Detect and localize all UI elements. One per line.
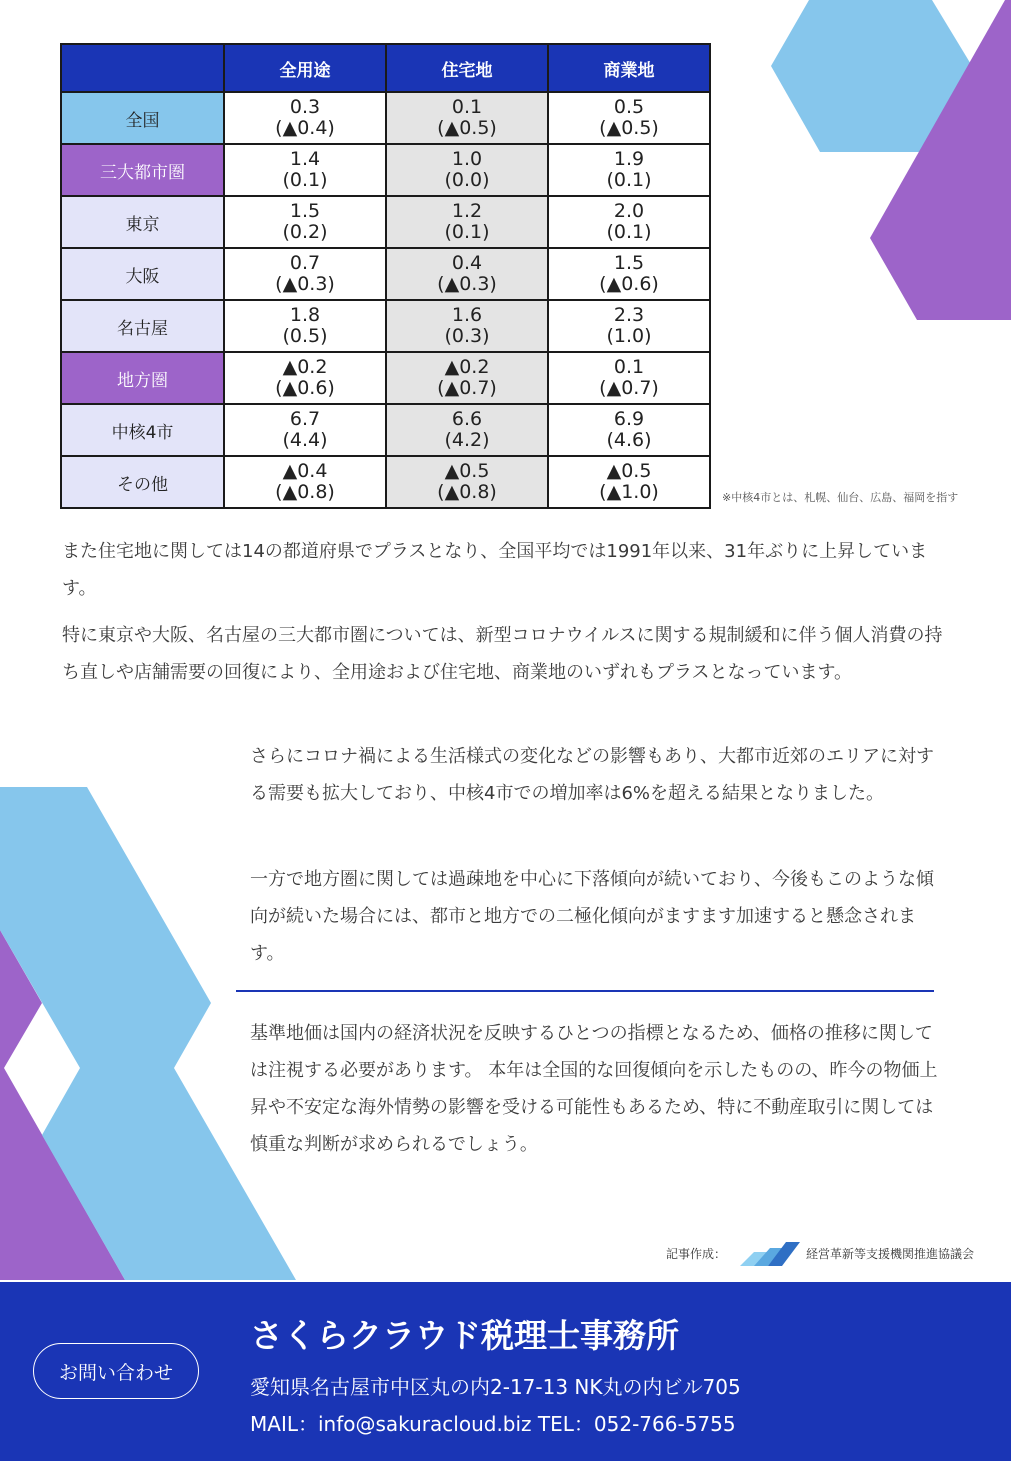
table-row	[61, 248, 710, 300]
change-rate-value: ▲0.5	[444, 460, 490, 482]
previous-year-value: (0.3)	[444, 325, 490, 347]
previous-year-value: (▲0.6)	[599, 273, 659, 295]
table-cell	[386, 196, 548, 248]
table-row	[61, 92, 710, 144]
table-row	[61, 196, 710, 248]
previous-year-value: (4.2)	[444, 429, 490, 451]
table-cell	[386, 144, 548, 196]
table-cell	[548, 456, 710, 508]
previous-year-value: (1.0)	[606, 325, 652, 347]
office-contact: MAIL：info@sakuracloud.biz TEL：052-766-5755	[250, 1412, 736, 1436]
previous-year-value: (▲0.8)	[437, 481, 497, 503]
previous-year-value: (▲0.5)	[437, 117, 497, 139]
column-header-all-use: 全用途	[224, 44, 386, 92]
table-cell	[386, 92, 548, 144]
table-row	[61, 352, 710, 404]
previous-year-value: (▲0.3)	[437, 273, 497, 295]
change-rate-value: 1.5	[289, 200, 321, 222]
table-cell	[386, 248, 548, 300]
change-rate-value: 1.0	[451, 148, 483, 170]
office-address: 愛知県名古屋市中区丸の内2-17-13 NK丸の内ビル705	[250, 1375, 741, 1399]
land-price-table	[60, 43, 711, 509]
previous-year-value: (0.1)	[282, 169, 328, 191]
change-rate-value: 2.3	[613, 304, 645, 326]
table-cell	[224, 144, 386, 196]
table-corner-cell	[61, 44, 224, 92]
change-rate-value: 0.1	[613, 356, 645, 378]
previous-year-value: (4.6)	[606, 429, 652, 451]
change-rate-value: 6.6	[451, 408, 483, 430]
table-cell	[548, 352, 710, 404]
table-cell	[386, 300, 548, 352]
table-cell	[548, 144, 710, 196]
change-rate-value: 6.7	[289, 408, 321, 430]
change-rate-value: 2.0	[613, 200, 645, 222]
section-divider	[236, 990, 934, 992]
article-paragraph-2: 特に東京や大阪、名古屋の三大都市圏については、新型コロナウイルスに関する規制緩和に伴う個人消費の持ち直しや店舗需要の回復により、全用途および住宅地、商業地のいずれもプラスとなっています。	[62, 625, 943, 683]
change-rate-value: 1.4	[289, 148, 321, 170]
row-header: 大阪	[61, 248, 224, 300]
article-paragraph-4: 一方で地方圏に関しては過疎地を中心に下落傾向が続いており、今後もこのような傾向が続いた場合には、都市と地方での二極化傾向がますます加速すると懸念されます。	[250, 869, 934, 964]
table-cell	[386, 404, 548, 456]
previous-year-value: (0.1)	[606, 169, 652, 191]
table-row	[61, 456, 710, 508]
table-cell	[224, 196, 386, 248]
change-rate-value: ▲0.4	[282, 460, 328, 482]
table-cell	[548, 92, 710, 144]
change-rate-value: ▲0.5	[606, 460, 652, 482]
row-header: 東京	[61, 196, 224, 248]
table-cell	[224, 248, 386, 300]
table-header-row	[61, 44, 710, 92]
row-header: 地方圏	[61, 352, 224, 404]
row-header: 中核4市	[61, 404, 224, 456]
row-header: 名古屋	[61, 300, 224, 352]
change-rate-value: 1.2	[451, 200, 483, 222]
credit-organization: 経営革新等支援機関推進協議会	[806, 1246, 975, 1261]
previous-year-value: (▲0.5)	[599, 117, 659, 139]
table-cell	[548, 300, 710, 352]
column-header-commercial: 商業地	[548, 44, 710, 92]
change-rate-value: 0.5	[613, 96, 645, 118]
column-header-residential: 住宅地	[386, 44, 548, 92]
table-footnote: ※中核4市とは、札幌、仙台、広島、福岡を指す	[722, 491, 959, 504]
row-header: その他	[61, 456, 224, 508]
change-rate-value: ▲0.2	[444, 356, 490, 378]
table-row	[61, 144, 710, 196]
change-rate-value: ▲0.2	[282, 356, 328, 378]
table-cell	[224, 404, 386, 456]
table-cell	[386, 352, 548, 404]
previous-year-value: (▲0.4)	[275, 117, 335, 139]
table-cell	[224, 92, 386, 144]
row-header: 全国	[61, 92, 224, 144]
previous-year-value: (▲0.3)	[275, 273, 335, 295]
table-cell	[548, 248, 710, 300]
table-row	[61, 404, 710, 456]
table-cell	[224, 352, 386, 404]
organization-logo-icon	[740, 1238, 802, 1268]
row-header: 三大都市圏	[61, 144, 224, 196]
change-rate-value: 1.9	[613, 148, 645, 170]
change-rate-value: 0.7	[289, 252, 321, 274]
change-rate-value: 0.4	[451, 252, 483, 274]
footer	[0, 1282, 1011, 1461]
article-paragraph-5: 基準地価は国内の経済状況を反映するひとつの指標となるため、価格の推移に関しては注視する必要があります。 本年は全国的な回復傾向を示したものの、昨今の物価上昇や不安定な海外情勢の影響を受ける可能性もあるため、特に不動産取引に関しては慎重な判断が求められるでしょう。	[250, 1023, 938, 1155]
change-rate-value: 1.5	[613, 252, 645, 274]
previous-year-value: (0.1)	[606, 221, 652, 243]
previous-year-value: (▲1.0)	[599, 481, 659, 503]
change-rate-value: 6.9	[613, 408, 645, 430]
change-rate-value: 0.3	[289, 96, 321, 118]
previous-year-value: (4.4)	[282, 429, 328, 451]
article-paragraph-1: また住宅地に関しては14の都道府県でプラスとなり、全国平均では1991年以来、31年ぶりに上昇しています。	[62, 541, 928, 599]
change-rate-value: 1.6	[451, 304, 483, 326]
table-cell	[386, 456, 548, 508]
table-cell	[548, 196, 710, 248]
change-rate-value: 1.8	[289, 304, 321, 326]
previous-year-value: (▲0.8)	[275, 481, 335, 503]
previous-year-value: (0.1)	[444, 221, 490, 243]
previous-year-value: (▲0.7)	[599, 377, 659, 399]
previous-year-value: (▲0.6)	[275, 377, 335, 399]
change-rate-value: 0.1	[451, 96, 483, 118]
article-credit	[666, 1238, 974, 1268]
article-paragraph-3: さらにコロナ禍による生活様式の変化などの影響もあり、大都市近郊のエリアに対する需要も拡大しており、中核4市での増加率は6%を超える結果となりました。	[250, 746, 934, 804]
previous-year-value: (0.5)	[282, 325, 328, 347]
table-row	[61, 300, 710, 352]
previous-year-value: (0.2)	[282, 221, 328, 243]
table-cell	[548, 404, 710, 456]
credit-label: 記事作成：	[666, 1246, 727, 1261]
previous-year-value: (▲0.7)	[437, 377, 497, 399]
contact-button[interactable]: お問い合わせ	[33, 1343, 199, 1399]
office-name: さくらクラウド税理士事務所	[250, 1316, 679, 1355]
table-cell	[224, 300, 386, 352]
table-cell	[224, 456, 386, 508]
previous-year-value: (0.0)	[444, 169, 490, 191]
